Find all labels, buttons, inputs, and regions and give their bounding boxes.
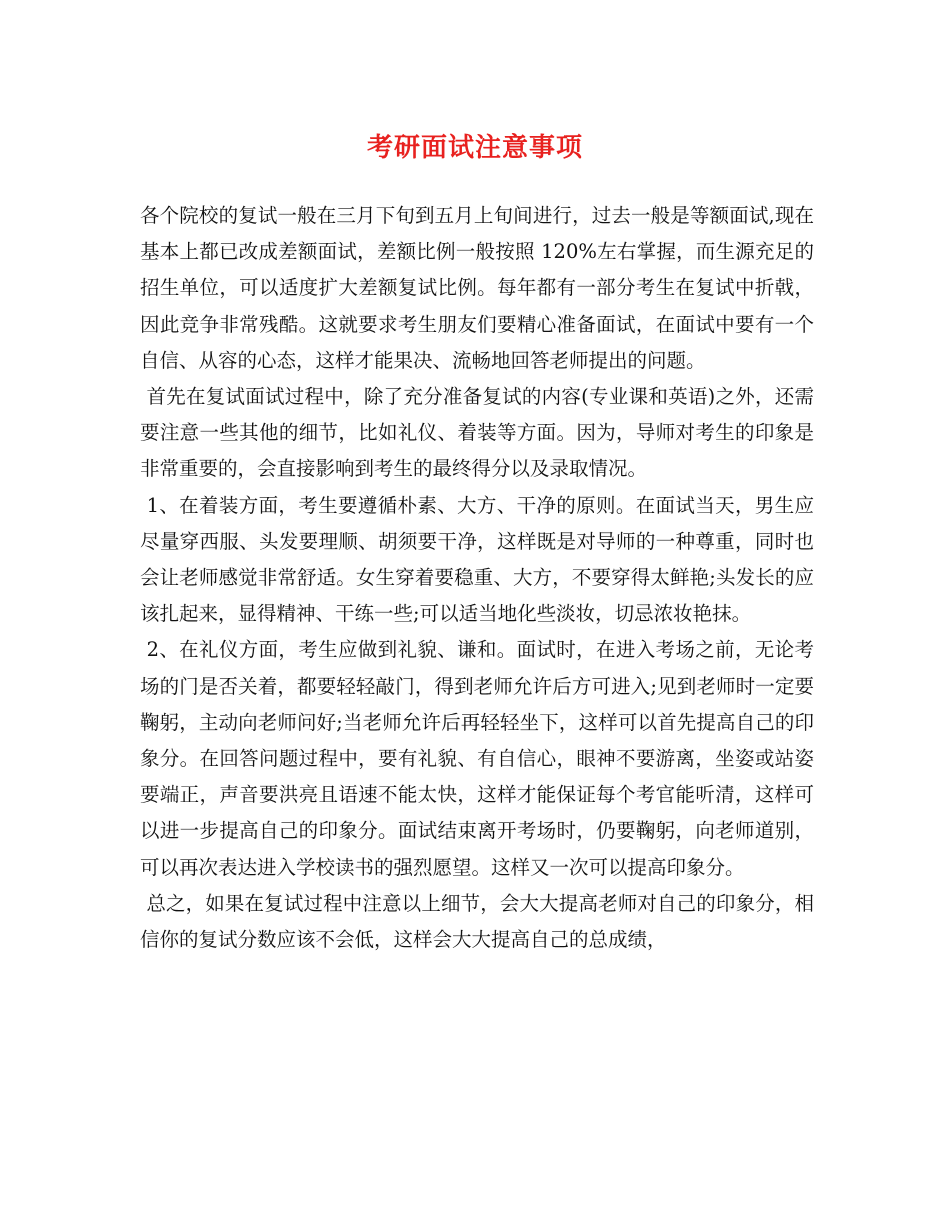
paragraph-summary: 总之，如果在复试过程中注意以上细节，会大大提高老师对自己的印象分，相信你的复试分数应该不会低，这样会大大提高自己的总成绩， <box>140 891 814 952</box>
paragraph-details: 首先在复试面试过程中，除了充分准备复试的内容(专业课和英语)之外，还需要注意一些其他的细节，比如礼仪、着装等方面。因为，导师对考生的印象是非常重要的，会直接影响到考生的最终得分以及录取情况。 <box>140 385 815 481</box>
document-title: 考研面试注意事项 <box>366 133 583 163</box>
document-body <box>140 198 814 958</box>
paragraph-attire: 1、在着装方面，考生要遵循朴素、大方、干净的原则。在面试当天，男生应尽量穿西服、头发要理顺、胡须要干净，这样既是对导师的一种尊重，同时也会让老师感觉非常舒适。女生穿着要稳重、大方，不要穿得太鲜艳;头发长的应该扎起来，显得精神、干练一些;可以适当地化些淡妆，切忌浓妆艳抹。 <box>140 493 814 626</box>
paragraph-etiquette: 2、在礼仪方面，考生应做到礼貌、谦和。面试时，在进入考场之前，无论考场的门是否关着，都要轻轻敲门，得到老师允许后方可进入;见到老师时一定要鞠躬，主动向老师问好;当老师允许后再轻轻坐下，这样可以首先提高自己的印象分。在回答问题过程中，要有礼貌、有自信心，眼神不要游离，坐姿或站姿要端正，声音要洪亮且语速不能太快，这样才能保证每个考官能听清，这样可以进一步提高自己的印象分。面试结束离开考场时，仍要鞠躬，向老师道别，可以再次表达进入学校读书的强烈愿望。这样又一次可以提高印象分。 <box>140 638 814 879</box>
paragraph-intro: 各个院校的复试一般在三月下旬到五月上旬间进行，过去一般是等额面试,现在基本上都已改成差额面试，差额比例一般按照 120%左右掌握，而生源充足的招生单位，可以适度扩大差额复试比例。每年都有一部分考生在复试中折戟，因此竞争非常残酷。这就要求考生朋友们要精心准备面试，在面试中要有一个自信、从容的心态，这样才能果决、流畅地回答老师提出的问题。 <box>140 204 814 372</box>
